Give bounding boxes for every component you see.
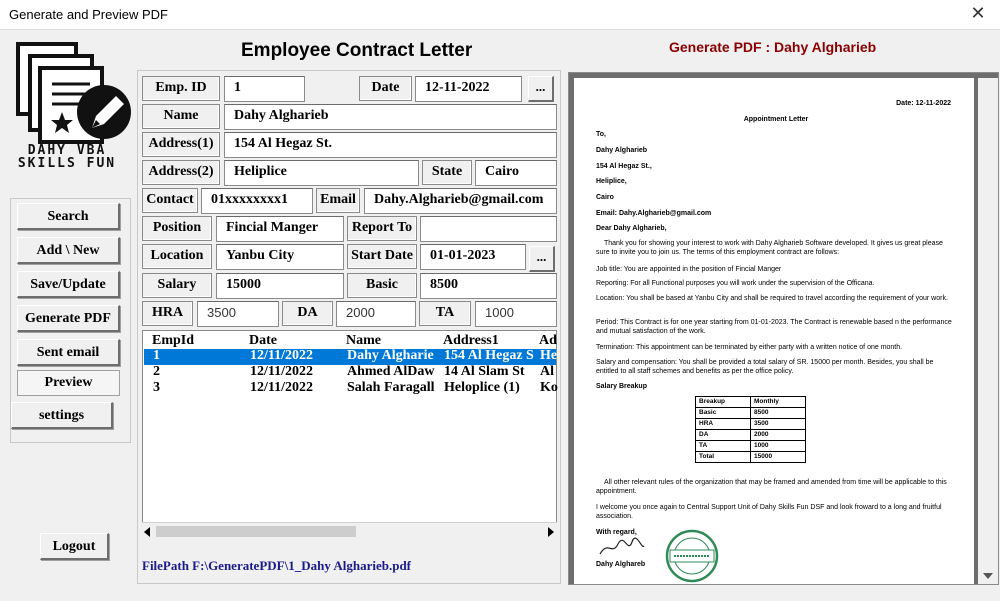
location-field[interactable]: Yanbu City — [216, 244, 344, 270]
company-seal-icon — [664, 528, 720, 584]
cell-empid: 1 — [153, 348, 160, 363]
settings-button[interactable]: settings — [11, 402, 113, 429]
address2-field[interactable]: Heliplice — [224, 160, 419, 186]
logo-line1: DAHY VBA — [27, 143, 107, 158]
da-field[interactable]: 2000 — [336, 301, 416, 327]
logo — [12, 40, 132, 175]
pdf-greeting: Dear Dahy Algharieb, — [596, 225, 667, 232]
name-label: Name — [142, 104, 220, 129]
pdf-vertical-scrollbar[interactable] — [978, 78, 998, 584]
sent-email-button[interactable]: Sent email — [17, 339, 120, 366]
salary-table — [695, 396, 806, 463]
hra-field[interactable]: 3500 — [197, 301, 279, 327]
list-header-name[interactable]: Name — [346, 333, 381, 348]
search-button[interactable]: Search — [17, 203, 120, 230]
pdf-salary: Salary and compensation: You shall be provided a total salary of SR. 15000 per month. Besides, you shall be entitled to all staff schemes and benefits as per the office policy. — [596, 359, 934, 375]
salary-cell: 3500 — [751, 419, 806, 430]
address1-field[interactable]: 154 Al Hegaz St. — [224, 132, 557, 158]
scroll-thumb[interactable] — [156, 526, 356, 537]
cell-address1: 154 Al Hegaz S — [444, 348, 534, 363]
scroll-left-icon[interactable] — [144, 527, 150, 537]
document-pen-icon — [12, 40, 132, 150]
salary-label: Salary — [142, 273, 212, 298]
pdf-to-addr1: 154 Al Hegaz St., — [596, 163, 652, 170]
pdf-termination: Termination: This appointment can be terminated by either party with a written notice of one month. — [596, 344, 903, 351]
table-row[interactable] — [144, 349, 556, 365]
table-row — [696, 430, 806, 441]
cell-empid: 2 — [153, 364, 160, 379]
cell-address2: Ko — [540, 380, 558, 395]
pdf-period: Period: This Contract is for one year starting from 01-01-2023. The Contract is renewable based n the performance and mutual satisfaction of the work. — [596, 319, 952, 335]
contact-field[interactable]: 01xxxxxxxx1 — [201, 188, 313, 214]
generate-pdf-button[interactable]: Generate PDF — [17, 305, 120, 332]
file-path: FilePath F:\GeneratePDF\1_Dahy Algharieb.pdf — [142, 558, 412, 573]
list-header-address2[interactable]: Ad — [539, 333, 557, 348]
table-row — [696, 397, 806, 408]
close-icon[interactable]: ✕ — [970, 3, 986, 24]
pdf-title: Appointment Letter — [743, 116, 809, 123]
start-date-field[interactable]: 01-01-2023 — [420, 244, 526, 270]
table-row — [696, 441, 806, 452]
email-label: Email — [316, 188, 360, 213]
cell-date: 12/11/2022 — [250, 380, 314, 395]
cell-name: Salah Faragall — [347, 380, 435, 395]
address2-label: Address(2) — [142, 160, 220, 185]
pdf-intro: Thank you for showing your interest to work with Dahy Algharieb Software developed. It gives us great please sure to invite you to join us. The terms of this employment contract are follows: — [596, 240, 943, 256]
scroll-down-icon[interactable] — [983, 573, 993, 579]
pdf-reporting: Reporting: For all Functional purposes you will work under the supervision of the Officana. — [596, 280, 875, 287]
pdf-location: Location: You shall be based at Yanbu City and shall be required to travel according the requirement of your work. — [596, 295, 948, 302]
pdf-welcome: I welcome you once again to Central Support Unit of Dahy Skills Fun DSF and look froward to a long and fruitful association. — [596, 504, 942, 520]
cell-address1: 14 Al Slam St — [444, 364, 525, 379]
list-horizontal-scrollbar[interactable] — [142, 522, 557, 540]
salary-cell: 2000 — [751, 430, 806, 441]
start-date-picker-button[interactable]: ... — [529, 246, 555, 272]
pdf-to-email: Email: Dahy.Algharieb@gmail.com — [596, 210, 712, 217]
add-new-button[interactable]: Add \ New — [17, 237, 120, 264]
emp-id-label: Emp. ID — [142, 76, 220, 101]
cell-name: Ahmed AlDaw — [347, 364, 435, 379]
ta-field[interactable]: 1000 — [475, 301, 557, 327]
list-header-date[interactable]: Date — [249, 333, 277, 348]
cell-date: 12/11/2022 — [250, 348, 314, 363]
table-row[interactable] — [144, 381, 556, 397]
pdf-salary-breakup: Salary Breakup — [596, 383, 647, 390]
salary-cell: DA — [696, 430, 751, 441]
pdf-job-title: Job title: You are appointed in the position of Fincial Manger — [596, 266, 782, 273]
hra-label: HRA — [142, 301, 193, 326]
window-title: Generate and Preview PDF — [9, 7, 168, 22]
pdf-to: To, — [596, 131, 606, 138]
position-field[interactable]: Fincial Manger — [216, 216, 344, 242]
pdf-to-addr2: Heliplice, — [596, 178, 627, 185]
salary-cell: Basic — [696, 408, 751, 419]
date-picker-button[interactable]: ... — [528, 76, 554, 102]
salary-cell: Monthly — [751, 397, 806, 408]
salary-field[interactable]: 15000 — [216, 273, 344, 299]
pdf-to-state: Cairo — [596, 194, 614, 201]
logout-button[interactable]: Logout — [40, 533, 109, 560]
report-to-field[interactable] — [420, 216, 557, 242]
location-label: Location — [142, 244, 212, 269]
pdf-date: Date: 12-11-2022 — [896, 100, 951, 107]
salary-cell: HRA — [696, 419, 751, 430]
state-label: State — [422, 160, 472, 185]
basic-label: Basic — [347, 273, 417, 298]
title-bar — [0, 0, 1000, 30]
state-field[interactable]: Cairo — [475, 160, 557, 186]
date-field[interactable]: 12-11-2022 — [415, 76, 522, 102]
emp-id-field[interactable]: 1 — [224, 76, 305, 102]
employee-list[interactable] — [142, 330, 557, 540]
salary-cell: 8500 — [751, 408, 806, 419]
table-row — [696, 408, 806, 419]
preview-button[interactable]: Preview — [17, 370, 120, 396]
ta-label: TA — [419, 301, 471, 326]
cell-empid: 3 — [153, 380, 160, 395]
list-header-address1[interactable]: Address1 — [443, 333, 499, 348]
basic-field[interactable]: 8500 — [420, 273, 557, 299]
email-field[interactable]: Dahy.Algharieb@gmail.com — [364, 188, 557, 214]
table-row — [696, 452, 806, 463]
start-date-label: Start Date — [347, 244, 417, 269]
list-header-empid[interactable]: EmpId — [152, 333, 195, 348]
contact-label: Contact — [142, 188, 198, 213]
salary-cell: Breakup — [696, 397, 751, 408]
pdf-heading: Generate PDF : Dahy Algharieb — [669, 39, 877, 55]
date-label: Date — [359, 76, 412, 101]
cell-address2: Al — [540, 364, 554, 379]
salary-cell: 15000 — [751, 452, 806, 463]
pdf-rules: All other relevant rules of the organization that may be framed and amended from time will be applicable to this appointment. — [596, 479, 947, 495]
position-label: Position — [142, 216, 212, 241]
table-row — [696, 419, 806, 430]
save-update-button[interactable]: Save/Update — [17, 271, 120, 298]
report-to-label: Report To — [347, 216, 417, 241]
cell-date: 12/11/2022 — [250, 364, 314, 379]
cell-address2: He — [540, 348, 558, 363]
pdf-regards: With regard, — [596, 529, 637, 536]
scroll-right-icon[interactable] — [548, 527, 554, 537]
salary-cell: TA — [696, 441, 751, 452]
address1-label: Address(1) — [142, 132, 220, 157]
pdf-to-name: Dahy Algharieb — [596, 147, 648, 154]
page-title: Employee Contract Letter — [241, 40, 473, 61]
logo-line2: SKILLS FUN — [17, 156, 117, 171]
cell-address1: Heloplice (1) — [444, 380, 520, 395]
name-field[interactable]: Dahy Algharieb — [224, 104, 557, 130]
salary-cell: 1000 — [751, 441, 806, 452]
table-row[interactable] — [144, 365, 556, 381]
da-label: DA — [282, 301, 333, 326]
cell-name: Dahy Algharie — [347, 348, 434, 363]
pdf-signer: Dahy Alghareb — [596, 561, 646, 568]
salary-cell: Total — [696, 452, 751, 463]
pdf-page — [574, 78, 974, 584]
signature-icon — [598, 536, 646, 558]
